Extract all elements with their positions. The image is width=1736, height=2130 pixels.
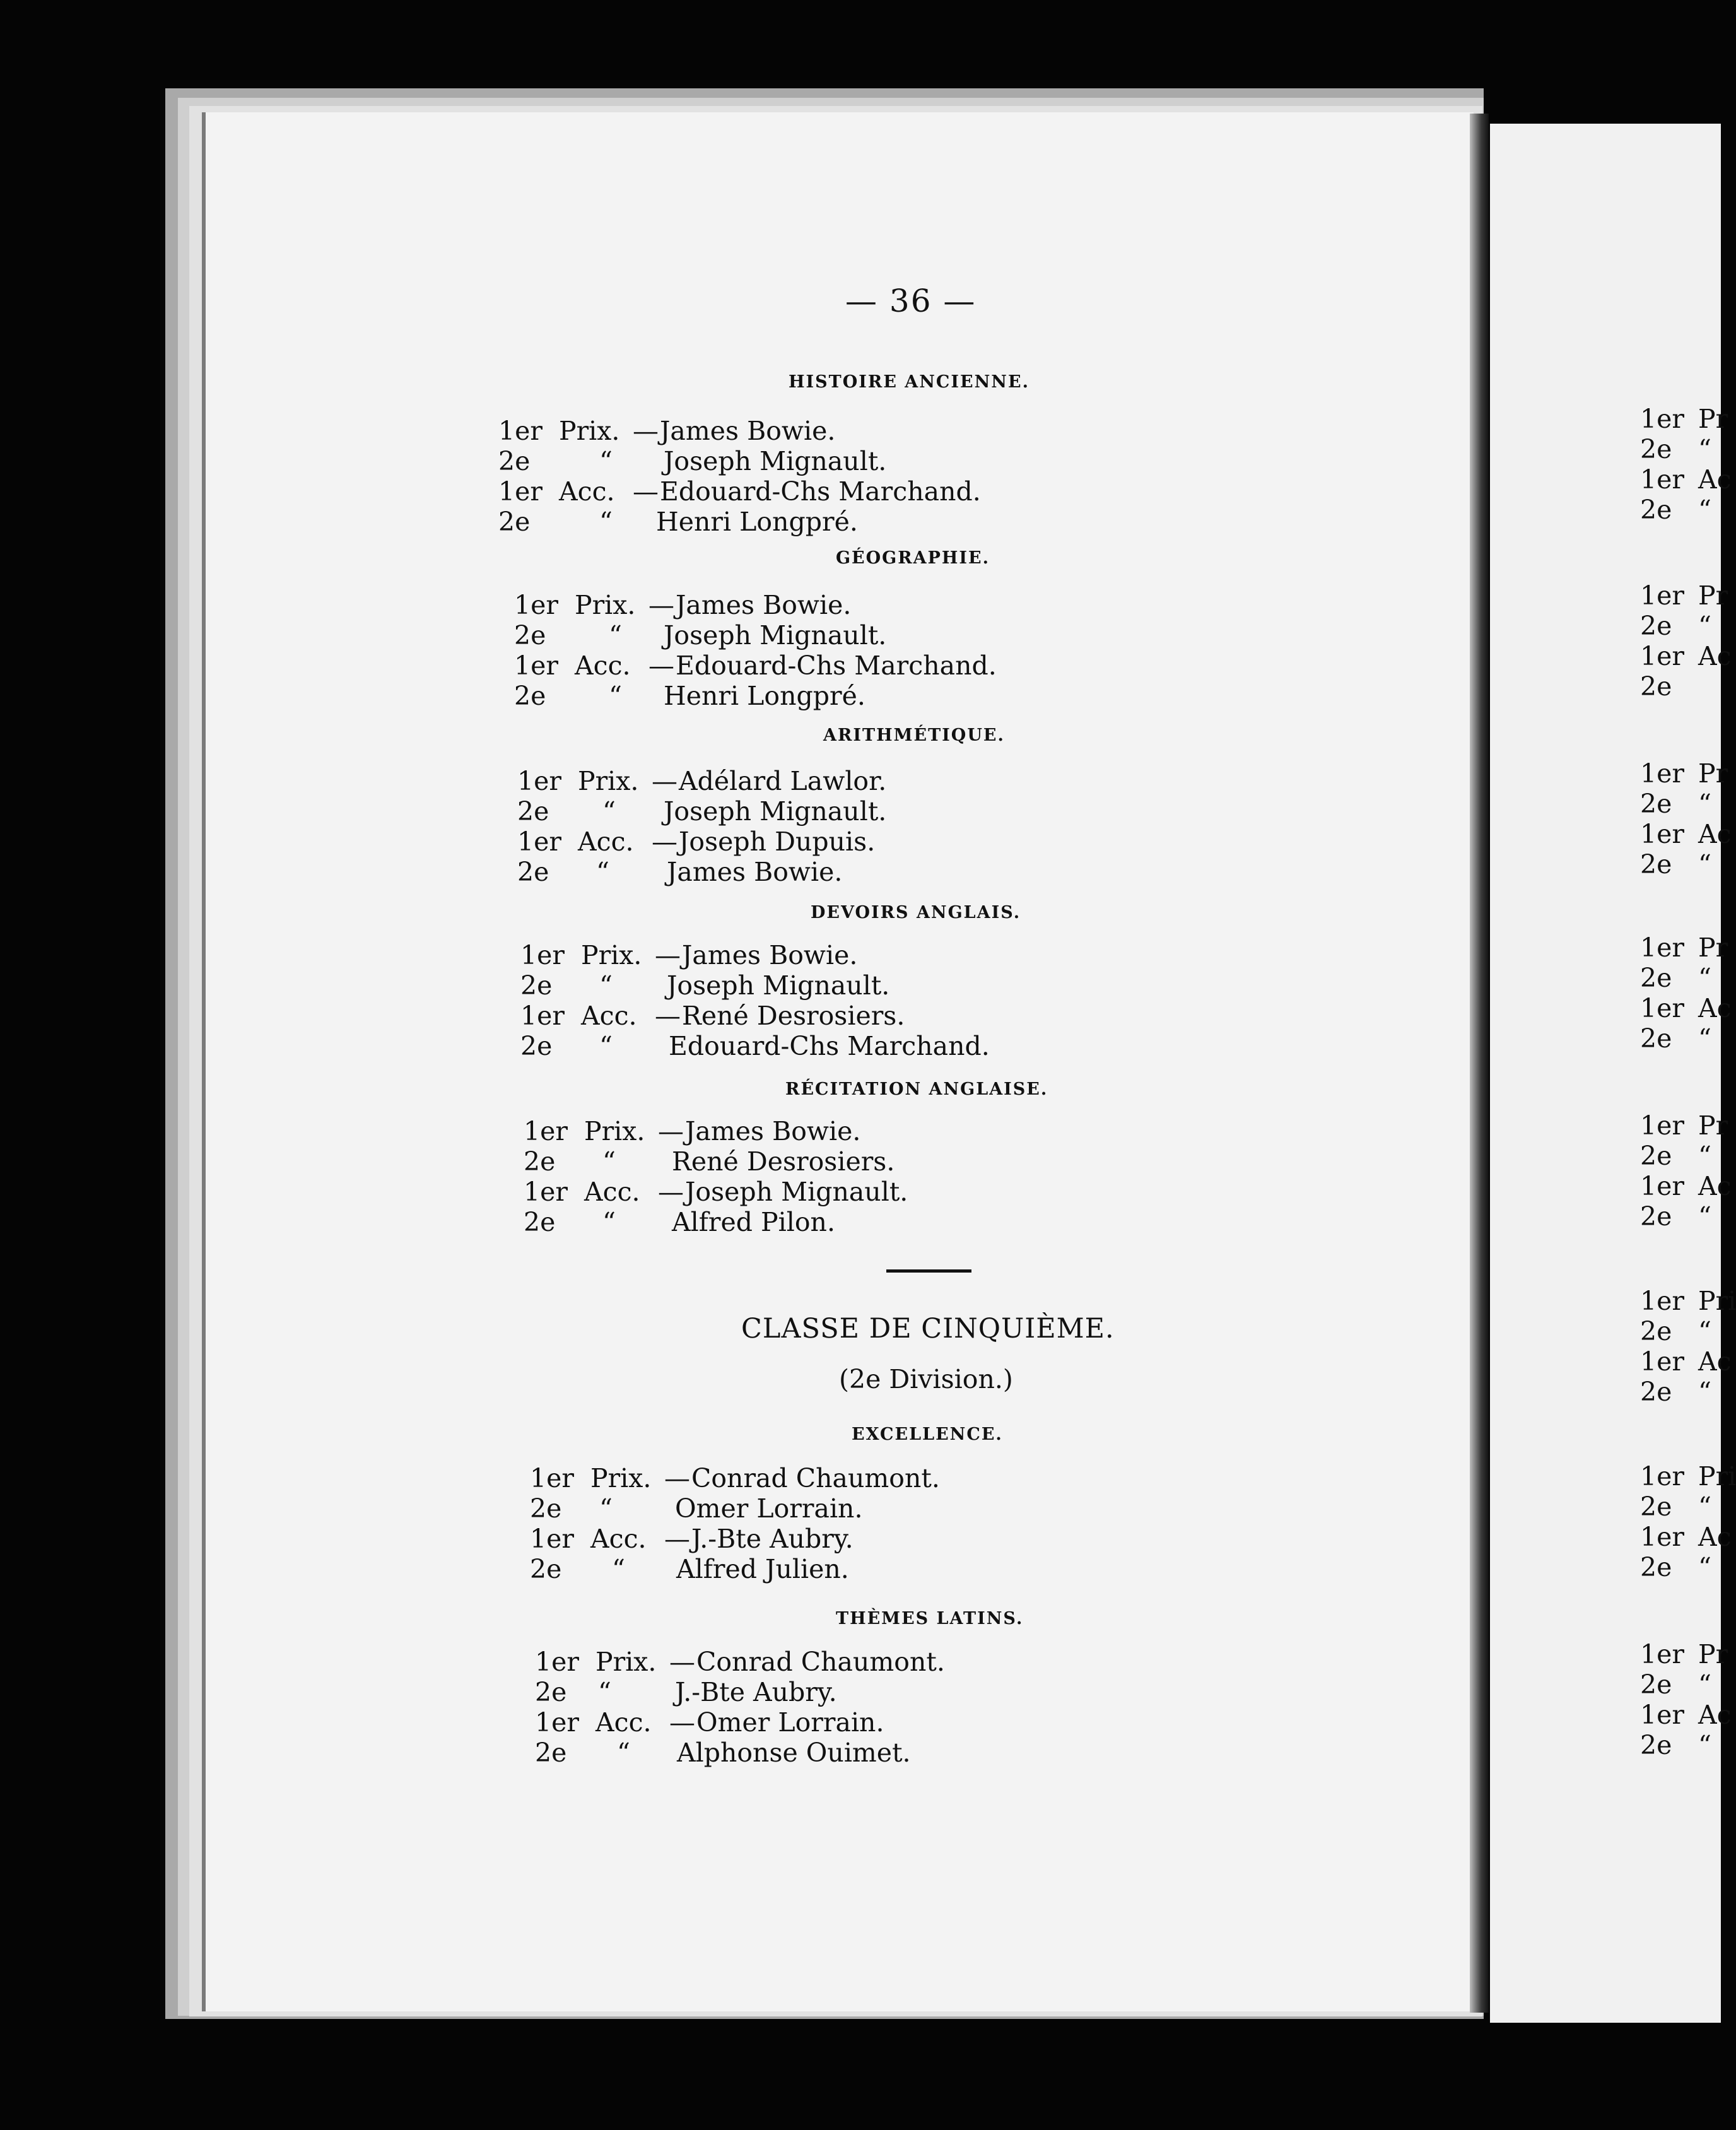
rank: 1er bbox=[1640, 580, 1684, 611]
award-kind: Prix. bbox=[590, 1463, 652, 1493]
rank: 2e bbox=[520, 970, 553, 1001]
rank: 1er bbox=[514, 650, 558, 681]
award-row bbox=[1640, 1461, 1736, 1492]
award-kind: Acc. bbox=[595, 1707, 652, 1738]
section-heading: HISTOIRE ANCIENNE. bbox=[789, 372, 1029, 392]
award-row bbox=[1640, 1669, 1721, 1700]
award-row bbox=[1640, 933, 1728, 963]
student-name: Alfred Pilon. bbox=[672, 1207, 835, 1237]
rank: 2e bbox=[517, 796, 549, 827]
rank: 2e bbox=[1640, 1730, 1672, 1760]
rank: 1er bbox=[530, 1524, 574, 1554]
award-row bbox=[1640, 993, 1732, 1023]
student-name: — James Bowie. bbox=[658, 1116, 860, 1146]
student-name: J.-Bte Aubry. bbox=[675, 1677, 837, 1707]
award-row bbox=[1640, 1346, 1732, 1377]
award-row bbox=[1640, 1110, 1728, 1141]
rank: 2e bbox=[1640, 849, 1672, 880]
rank: 2e bbox=[1640, 1492, 1672, 1522]
ditto-mark: “ bbox=[609, 620, 622, 650]
award-row bbox=[1640, 1141, 1721, 1171]
rank: 1er bbox=[1640, 404, 1684, 434]
section-heading: DEVOIRS ANGLAIS. bbox=[811, 903, 1021, 922]
award-row bbox=[1640, 789, 1721, 819]
student-name: — Omer Lorrain. bbox=[669, 1707, 884, 1738]
right-page-column bbox=[1640, 580, 1732, 702]
rank: 1er bbox=[524, 1177, 568, 1207]
award-row bbox=[1640, 1522, 1732, 1552]
award-kind: Ac bbox=[1698, 1522, 1732, 1552]
rank: 1er bbox=[1640, 993, 1684, 1023]
student-name: Alphonse Ouimet. bbox=[677, 1738, 911, 1768]
award-kind: Pri bbox=[1698, 1461, 1736, 1492]
ditto-mark: “ bbox=[1698, 1552, 1711, 1582]
award-row bbox=[1640, 1552, 1721, 1582]
rank: 1er bbox=[1640, 1110, 1684, 1141]
ditto-mark: “ bbox=[602, 796, 616, 827]
ditto-mark: “ bbox=[1698, 963, 1711, 993]
separator-rule bbox=[886, 1269, 971, 1273]
rank: 2e bbox=[535, 1677, 567, 1707]
right-page-column bbox=[1640, 404, 1732, 525]
ditto-mark: “ bbox=[598, 1677, 611, 1707]
ditto-mark: “ bbox=[599, 1493, 613, 1524]
section-heading: EXCELLENCE. bbox=[852, 1425, 1003, 1444]
rank: 2e bbox=[1640, 1023, 1672, 1054]
student-name: — J.-Bte Aubry. bbox=[664, 1524, 853, 1554]
student-name: — Edouard-Chs Marchand. bbox=[648, 650, 997, 681]
ditto-mark: “ bbox=[1698, 434, 1711, 464]
rank: 1er bbox=[498, 476, 542, 507]
rank: 2e bbox=[517, 857, 549, 887]
rank: 1er bbox=[517, 766, 561, 796]
rank: 1er bbox=[524, 1116, 568, 1146]
rank: 2e bbox=[1640, 1141, 1672, 1171]
rank: 2e bbox=[1640, 671, 1672, 702]
award-kind: Acc. bbox=[590, 1524, 647, 1554]
award-kind: Acc. bbox=[559, 476, 615, 507]
student-name: — Edouard-Chs Marchand. bbox=[633, 476, 981, 507]
rank: 2e bbox=[1640, 1201, 1672, 1232]
book-gutter bbox=[1470, 114, 1489, 2013]
ditto-mark: “ bbox=[609, 681, 622, 711]
division-subtitle: (2e Division.) bbox=[839, 1364, 1013, 1394]
page-number: — 36 — bbox=[845, 283, 976, 319]
award-kind: Acc. bbox=[581, 1001, 637, 1031]
award-row bbox=[1640, 580, 1728, 611]
rank: 2e bbox=[1640, 1316, 1672, 1346]
ditto-mark: “ bbox=[1698, 1023, 1711, 1054]
student-name: — Conrad Chaumont. bbox=[664, 1463, 940, 1493]
award-kind: Ac bbox=[1698, 819, 1732, 849]
award-kind: Prix. bbox=[584, 1116, 645, 1146]
ditto-mark: “ bbox=[1698, 1141, 1711, 1171]
ditto-mark: “ bbox=[599, 446, 613, 476]
student-name: — Joseph Mignault. bbox=[658, 1177, 908, 1207]
rank: 2e bbox=[1640, 963, 1672, 993]
ditto-mark: “ bbox=[602, 1146, 616, 1177]
student-name: — Adélard Lawlor. bbox=[652, 766, 886, 796]
award-kind: Ac bbox=[1698, 1171, 1732, 1201]
award-kind: Prix. bbox=[595, 1647, 657, 1677]
rank: 1er bbox=[1640, 1346, 1684, 1377]
ditto-mark: “ bbox=[612, 1554, 625, 1584]
award-kind: Ac bbox=[1698, 993, 1732, 1023]
award-kind: Acc. bbox=[578, 827, 634, 857]
rank: 1er bbox=[1640, 1700, 1684, 1730]
award-row bbox=[1640, 1171, 1732, 1201]
award-row bbox=[1640, 1639, 1728, 1669]
award-row bbox=[1640, 1023, 1721, 1054]
right-page-column bbox=[1640, 1461, 1736, 1582]
ditto-mark: “ bbox=[1698, 495, 1711, 525]
award-kind: Pr bbox=[1698, 404, 1728, 434]
award-row bbox=[1640, 1316, 1721, 1346]
rank: 1er bbox=[498, 416, 542, 446]
rank: 2e bbox=[1640, 495, 1672, 525]
rank: 2e bbox=[524, 1146, 556, 1177]
ditto-mark: “ bbox=[617, 1738, 630, 1768]
ditto-mark: “ bbox=[1698, 1730, 1711, 1760]
student-name: — James Bowie. bbox=[633, 416, 835, 446]
ditto-mark: “ bbox=[599, 970, 613, 1001]
award-kind: Acc. bbox=[584, 1177, 640, 1207]
rank: 2e bbox=[530, 1493, 562, 1524]
award-row bbox=[1640, 758, 1728, 789]
student-name: René Desrosiers. bbox=[672, 1146, 895, 1177]
award-kind: Prix. bbox=[578, 766, 639, 796]
student-name: Alfred Julien. bbox=[676, 1554, 849, 1584]
rank: 1er bbox=[1640, 933, 1684, 963]
rank: 2e bbox=[514, 620, 546, 650]
award-kind: Acc. bbox=[575, 650, 631, 681]
rank: 1er bbox=[1640, 1171, 1684, 1201]
rank: 1er bbox=[520, 1001, 565, 1031]
student-name: Joseph Mignault. bbox=[664, 620, 887, 650]
award-kind: Prix. bbox=[581, 940, 642, 970]
right-page-column bbox=[1640, 1286, 1736, 1407]
ditto-mark: “ bbox=[1698, 1201, 1711, 1232]
rank: 1er bbox=[1640, 1461, 1684, 1492]
award-kind: Ac bbox=[1698, 1346, 1732, 1377]
student-name: Edouard-Chs Marchand. bbox=[669, 1031, 990, 1061]
award-row bbox=[1640, 495, 1721, 525]
ditto-mark: “ bbox=[1698, 611, 1711, 641]
award-row bbox=[1640, 1492, 1721, 1522]
section-heading: ARITHMÉTIQUE. bbox=[823, 726, 1005, 745]
right-page-column bbox=[1640, 758, 1732, 880]
rank: 2e bbox=[1640, 611, 1672, 641]
award-kind: Pr bbox=[1698, 933, 1728, 963]
award-row bbox=[1640, 963, 1721, 993]
award-row bbox=[1640, 464, 1732, 495]
award-kind: Ac bbox=[1698, 641, 1732, 671]
student-name: Omer Lorrain. bbox=[675, 1493, 863, 1524]
ditto-mark: “ bbox=[1698, 1669, 1711, 1700]
award-row bbox=[1640, 1286, 1736, 1316]
rank: 1er bbox=[1640, 1522, 1684, 1552]
student-name: Henri Longpré. bbox=[664, 681, 865, 711]
rank: 2e bbox=[524, 1207, 556, 1237]
ditto-mark: “ bbox=[1698, 1377, 1711, 1407]
award-kind: Ac bbox=[1698, 464, 1732, 495]
award-row bbox=[1640, 1730, 1721, 1760]
student-name: — Conrad Chaumont. bbox=[669, 1647, 945, 1677]
rank: 1er bbox=[1640, 819, 1684, 849]
ditto-mark: “ bbox=[599, 1031, 613, 1061]
student-name: Joseph Mignault. bbox=[664, 796, 887, 827]
award-row bbox=[1640, 641, 1732, 671]
award-kind: Pri bbox=[1698, 1286, 1736, 1316]
student-name: James Bowie. bbox=[667, 857, 843, 887]
award-kind: Prix. bbox=[575, 590, 636, 620]
rank: 2e bbox=[498, 507, 531, 537]
award-row bbox=[1640, 1377, 1721, 1407]
award-row bbox=[1640, 611, 1721, 641]
rank: 1er bbox=[514, 590, 558, 620]
rank: 1er bbox=[520, 940, 565, 970]
award-kind: Ac bbox=[1698, 1700, 1732, 1730]
award-row bbox=[1640, 1201, 1721, 1232]
ditto-mark: “ bbox=[1698, 1492, 1711, 1522]
student-name: — Joseph Dupuis. bbox=[652, 827, 875, 857]
rank: 2e bbox=[498, 446, 531, 476]
rank: 2e bbox=[535, 1738, 567, 1768]
award-kind: Prix. bbox=[559, 416, 620, 446]
rank: 1er bbox=[1640, 1286, 1684, 1316]
award-row bbox=[1640, 1700, 1732, 1730]
award-kind: Pr bbox=[1698, 580, 1728, 611]
section-heading: GÉOGRAPHIE. bbox=[836, 548, 990, 568]
award-row bbox=[1640, 819, 1732, 849]
student-name: — James Bowie. bbox=[655, 940, 857, 970]
award-row bbox=[1640, 434, 1721, 464]
award-kind: Pr bbox=[1698, 758, 1728, 789]
award-row bbox=[1640, 849, 1721, 880]
section-heading: THÈMES LATINS. bbox=[836, 1609, 1024, 1628]
rank: 1er bbox=[1640, 758, 1684, 789]
class-title: CLASSE DE CINQUIÈME. bbox=[741, 1313, 1115, 1344]
student-name: Henri Longpré. bbox=[656, 507, 858, 537]
rank: 1er bbox=[535, 1707, 579, 1738]
ditto-mark: “ bbox=[596, 857, 609, 887]
section-heading: RÉCITATION ANGLAISE. bbox=[785, 1080, 1048, 1099]
ditto-mark: “ bbox=[1698, 789, 1711, 819]
rank: 2e bbox=[1640, 1552, 1672, 1582]
rank: 1er bbox=[530, 1463, 574, 1493]
rank: 2e bbox=[514, 681, 546, 711]
award-kind: Pr bbox=[1698, 1110, 1728, 1141]
student-name: — James Bowie. bbox=[648, 590, 851, 620]
student-name: Joseph Mignault. bbox=[664, 446, 887, 476]
rank: 1er bbox=[535, 1647, 579, 1677]
award-row bbox=[1640, 671, 1721, 702]
rank: 2e bbox=[1640, 434, 1672, 464]
right-page-column bbox=[1640, 1639, 1732, 1760]
ditto-mark: “ bbox=[1698, 1316, 1711, 1346]
award-row bbox=[1640, 404, 1728, 434]
ditto-mark: “ bbox=[1698, 849, 1711, 880]
rank: 2e bbox=[1640, 1669, 1672, 1700]
student-name: Joseph Mignault. bbox=[667, 970, 890, 1001]
rank: 1er bbox=[1640, 464, 1684, 495]
rank: 2e bbox=[1640, 789, 1672, 819]
rank: 2e bbox=[520, 1031, 553, 1061]
rank: 2e bbox=[530, 1554, 562, 1584]
rank: 1er bbox=[1640, 1639, 1684, 1669]
right-page-column bbox=[1640, 933, 1732, 1054]
ditto-mark: “ bbox=[599, 507, 613, 537]
right-page-column bbox=[1640, 1110, 1732, 1232]
rank: 2e bbox=[1640, 1377, 1672, 1407]
rank: 1er bbox=[517, 827, 561, 857]
ditto-mark: “ bbox=[602, 1207, 616, 1237]
award-kind: Pr bbox=[1698, 1639, 1728, 1669]
rank: 1er bbox=[1640, 641, 1684, 671]
student-name: — René Desrosiers. bbox=[655, 1001, 905, 1031]
